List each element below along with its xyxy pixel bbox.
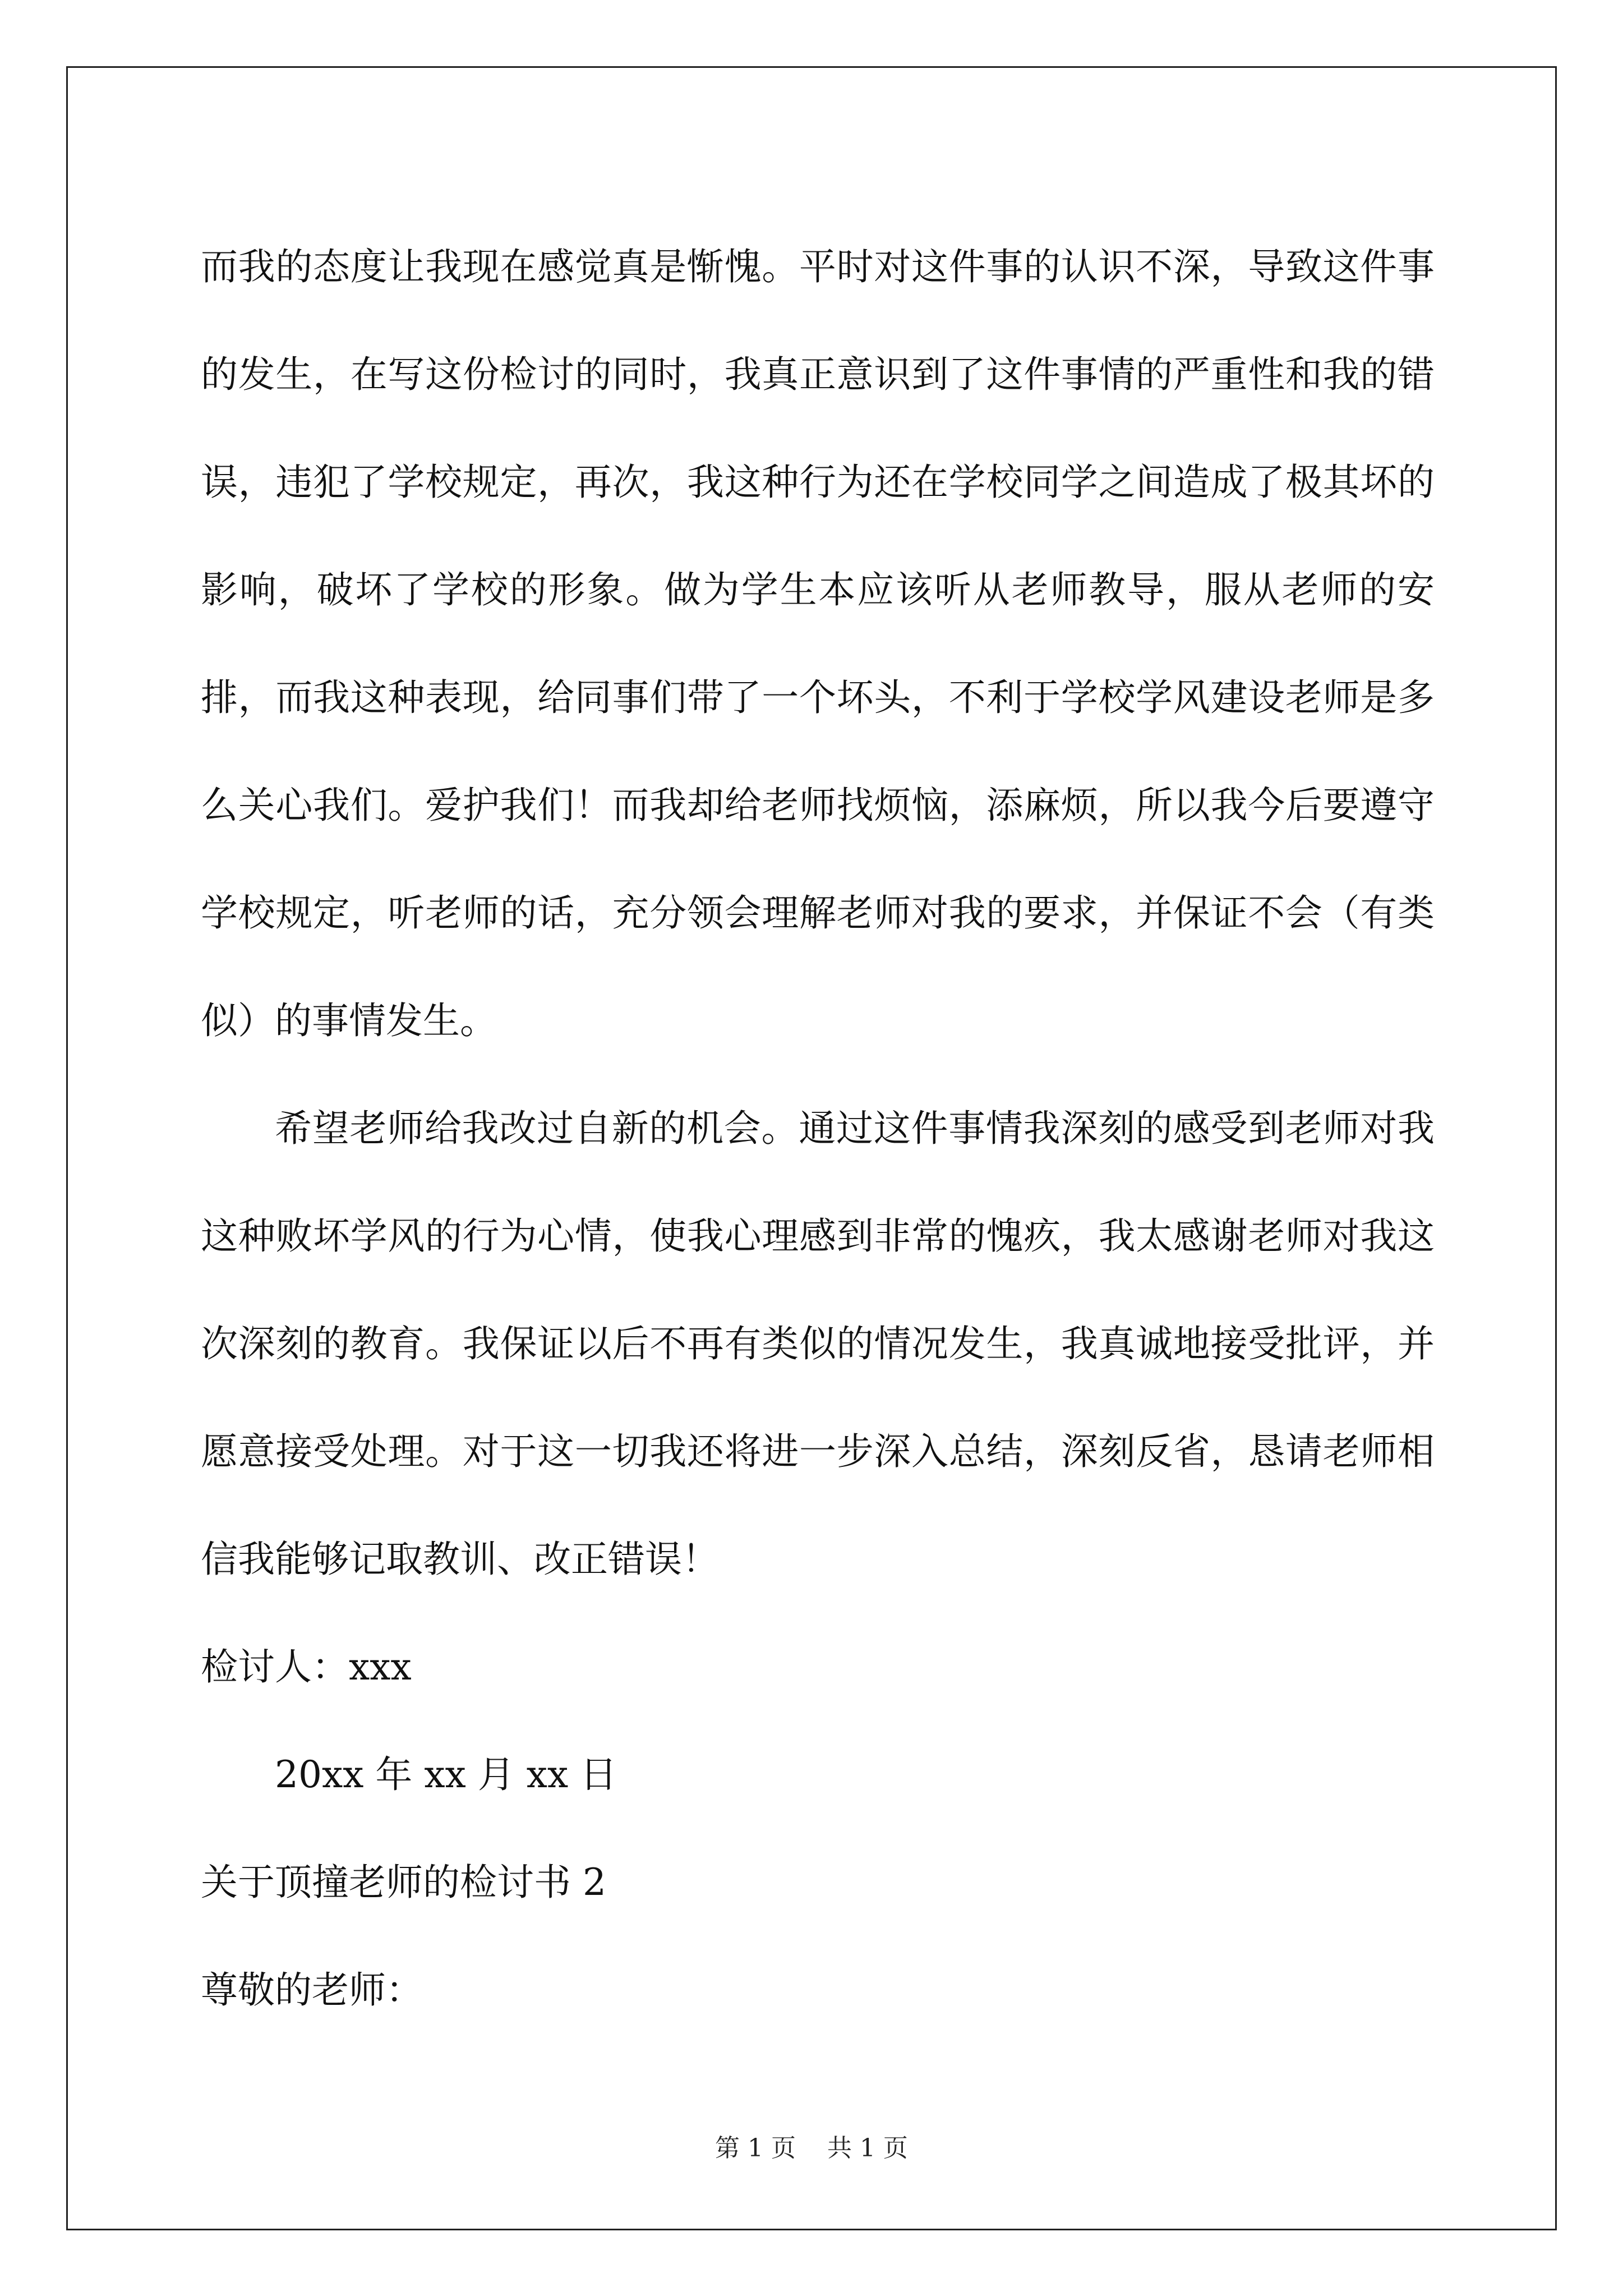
document-body [201, 213, 1435, 2044]
paragraph-2: 希望老师给我改过自新的机会。通过这件事情我深刻的感受到老师对我这种败坏学风的行为心情，使我心理感到非常的愧疚，我太感谢老师对我这次深刻的教育。我保证以后不再有类似的情况发生，我真诚地接受批评，并愿意接受处理。对于这一切我还将进一步深入总结，深刻反省，恳请老师相信我能够记取教训、改正错误！ [201, 1107, 1435, 1581]
next-document-title: 关于顶撞老师的检讨书 2 [201, 1861, 606, 1904]
salutation: 尊敬的老师： [201, 1968, 423, 2012]
date-line: 20xx 年 xx 月 xx 日 [275, 1753, 617, 1796]
signature-line: 检讨人：xxx [201, 1645, 412, 1688]
page-footer: 第 1 页 共 1 页 [715, 2134, 908, 2162]
paragraph-1: 而我的态度让我现在感觉真是惭愧。平时对这件事的认识不深，导致这件事的发生，在写这份检讨的同时，我真正意识到了这件事情的严重性和我的错误，违犯了学校规定，再次，我这种行为还在学校同学之间造成了极其坏的影响，破坏了学校的形象。做为学生本应该听从老师教导，服从老师的安排，而我这种表现，给同事们带了一个坏头，不利于学校学风建设老师是多么关心我们。爱护我们！而我却给老师找烦恼，添麻烦，所以我今后要遵守学校规定，听老师的话，充分领会理解老师对我的要求，并保证不会（有类似）的事情发生。 [201, 245, 1435, 1042]
